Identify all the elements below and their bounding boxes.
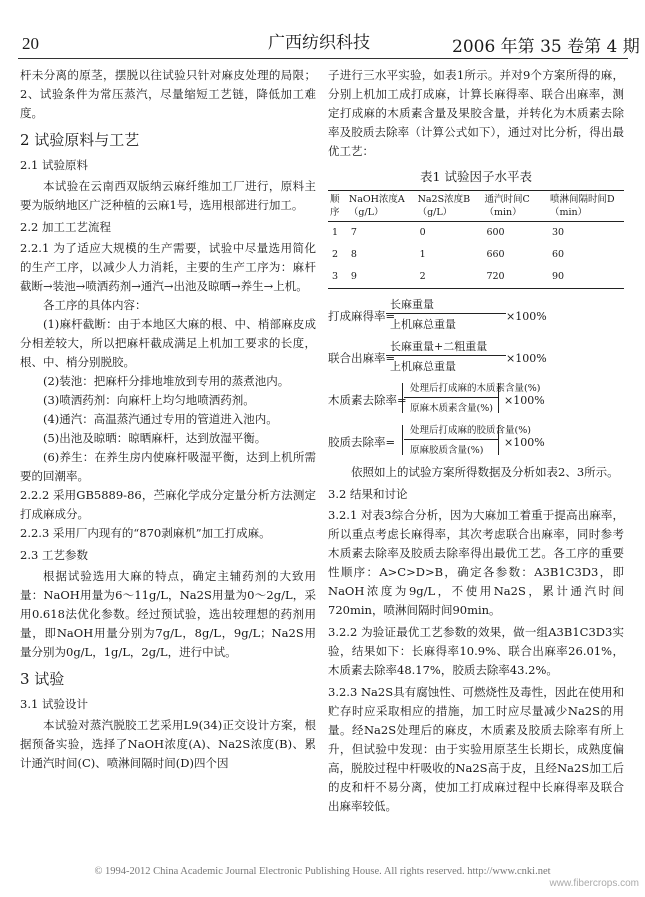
formula-label: 联合出麻率= [328, 351, 396, 365]
section-3-2-title: 3.2 结果和讨论 [328, 487, 408, 501]
table-cell: 720 [486, 271, 505, 282]
table-cell: 9 [350, 271, 357, 282]
fraction-bar [386, 313, 506, 314]
continued-paragraph: 子进行三水平实验，如表1所示。并对9个方案所得的麻，分别上机加工成打成麻，计算长麻得率、联合出麻率，测定打成麻的木质素含量及果胶含量，并转化为木质素去除率及胶质去除率（计算公式如下），通过对比分析，得出最优工艺： [328, 68, 624, 158]
step-4: (4)通汽：高温蒸汽通过专用的管道进入池内。 [43, 412, 278, 426]
table-header-cell: 通汽时间C（min） [484, 194, 530, 218]
step-1: (1)麻杆截断：由于本地区大麻的根、中、梢部麻皮成分相差较大，所以把麻杆截成满足上机加工要求的长度，根、中、梢分别脱胶。 [20, 317, 316, 369]
step-6: (6)养生：在养生房内使麻杆吸湿平衡，达到上机所需要的回潮率。 [20, 450, 316, 483]
fraction-bar [386, 355, 506, 356]
table-header-cell: Na2S浓度B（g/L） [417, 194, 471, 218]
factor-level-table [328, 190, 624, 289]
section-3-1-title: 3.1 试验设计 [20, 697, 88, 711]
steps-intro: 各工序的具体内容： [43, 298, 147, 312]
formula-multiplier: ×100% [504, 436, 545, 449]
bracket-right [494, 383, 499, 413]
section-3-2-2-body: 3.2.2 为验证最优工艺参数的效果，做一组A3B1C3D3实验，结果如下：长麻得率10.9%、联合出麻率26.01%，木质素去除率48.17%，胶质去除率43.2%。 [328, 625, 624, 677]
table-cell: 3 [332, 271, 339, 282]
bracket-right [494, 425, 499, 455]
section-3-2-3-body: 3.2.3 Na2S具有腐蚀性、可燃烧性及毒性，因此在使用和贮存时应采取相应的措施，加工时应尽量减少Na2S的用量。经Na2S处理后的麻皮，木质素及胶质去除率有所上升，但试验中发现：由于实验用原茎生长期长，成熟度偏高，脱胶过程中杆吸收的Na2S高于皮，且经Na2S加工后的皮和杆不易分离，使加工打成麻过程中长麻得率及联合出麻率较低。 [328, 685, 624, 813]
formula-lignin-removal [328, 379, 624, 419]
formula-denominator: 上机麻总重量 [390, 318, 456, 331]
header-rule [18, 58, 628, 59]
section-3-1-body: 本试验对蒸汽脱胶工艺采用L9(34)正交设计方案，根据预备实验，选择了NaOH浓度(A)、Na2S浓度(B)、累计通汽时间(C)、喷淋间隔时间(D)四个因 [20, 718, 316, 770]
formula-numerator: 长麻重量 [390, 298, 434, 311]
copyright-footer: © 1994-2012 China Academic Journal Electronic Publishing House. All rights reserved. http://www.cnki.net [94, 866, 551, 877]
formula-gum-removal [328, 421, 624, 461]
formula-numerator: 处理后打成麻的胶质含量(%) [410, 425, 531, 436]
section-2-3-title: 2.3 工艺参数 [20, 548, 88, 562]
page-header [0, 0, 645, 58]
table-cell: 90 [551, 271, 565, 282]
formula-label: 木质素去除率= [328, 393, 407, 407]
step-3: (3)喷洒药剂：向麻杆上均匀地喷洒药剂。 [43, 393, 255, 407]
formula-label: 胶质去除率= [328, 435, 396, 449]
formula-scutched-yield [328, 295, 624, 335]
table-row [328, 266, 624, 289]
section-3-title: 3 试验 [20, 670, 65, 688]
right-column [328, 66, 624, 816]
section-2-2-1-body: 2.2.1 为了适应大规模的生产需要，试验中尽量选用简化的生产工序，以减少人力消耗，主要的生产工序为：麻杆截断→装池→喷洒药剂→通汽→出池及晾晒→养生→上机。 [20, 241, 316, 293]
table-row [328, 222, 624, 245]
table-header-cell: 顺序 [330, 194, 340, 218]
formula-denominator: 原麻胶质含量(%) [410, 445, 484, 456]
formula-multiplier: ×100% [506, 310, 547, 323]
table-header-cell: 喷淋间隔时间D（min） [549, 194, 615, 218]
fraction-bar [404, 439, 498, 440]
after-formula-paragraph: 依照如上的试验方案所得数据及分析如表2、3所示。 [351, 465, 619, 479]
formula-numerator: 长麻重量+二粗重量 [390, 340, 488, 353]
formula-label: 打成麻得率= [328, 309, 396, 323]
section-2-2-title: 2.2 加工工艺流程 [20, 220, 111, 234]
table-cell: 60 [551, 249, 565, 260]
bracket-left [402, 383, 407, 413]
table-cell: 0 [419, 227, 426, 238]
table-cell: 7 [350, 227, 357, 238]
table-cell: 2 [332, 249, 339, 260]
table-cell: 600 [486, 227, 505, 238]
formula-combined-yield [328, 337, 624, 377]
section-2-2-3-body: 2.2.3 采用厂内现有的“870剥麻机”加工打成麻。 [20, 526, 271, 540]
formula-denominator: 上机麻总重量 [390, 360, 456, 373]
table-header-cell: NaOH浓度A（g/L） [348, 194, 405, 218]
table-cell: 2 [419, 271, 426, 282]
table-row [328, 244, 624, 266]
section-2-title: 2 试验原料与工艺 [20, 131, 140, 149]
table-header-row [328, 191, 624, 222]
section-2-2-2-body: 2.2.2 采用GB5889-86，苎麻化学成分定量分析方法测定打成麻成分。 [20, 488, 316, 521]
step-5: (5)出池及晾晒：晾晒麻杆，达到放湿平衡。 [43, 431, 267, 445]
formula-denominator: 原麻木质素含量(%) [410, 403, 493, 414]
table-caption: 表1 试验因子水平表 [420, 169, 532, 184]
section-2-1-title: 2.1 试验原料 [20, 158, 88, 172]
step-2: (2)装池：把麻杆分排地堆放到专用的蒸煮池内。 [43, 374, 290, 388]
intro-paragraph: 杆未分离的原茎，摆脱以往试验只针对麻皮处理的局限；2、试验条件为常压蒸汽，尽量缩短工艺链，降低加工难度。 [20, 68, 316, 120]
table-cell: 1 [419, 249, 426, 260]
section-2-1-body: 本试验在云南西双版纳云麻纤维加工厂进行，原料主要为版纳地区广泛种植的云麻1号，选用根部进行加工。 [20, 179, 316, 212]
table-cell: 30 [551, 227, 565, 238]
formula-multiplier: ×100% [504, 394, 545, 407]
table-cell: 660 [486, 249, 505, 260]
table-cell: 8 [350, 249, 357, 260]
journal-title: 广西纺织科技 [268, 33, 370, 53]
table-cell: 1 [332, 227, 339, 238]
formula-numerator: 处理后打成麻的木质素含量(%) [410, 383, 541, 394]
bracket-left [402, 425, 407, 455]
formula-multiplier: ×100% [506, 352, 547, 365]
issue-info: 2006 年第 35 卷第 4 期 [452, 37, 640, 57]
watermark: www.fibercrops.com [549, 878, 639, 889]
page-number: 20 [22, 34, 39, 53]
left-column [20, 66, 316, 773]
section-3-2-1-body: 3.2.1 对表3综合分析，因为大麻加工着重于提高出麻率，所以重点考虑长麻得率，其次考虑联合出麻率，同时参考木质素去除率及胶质去除率得出最优工艺。各工序的重要性顺序：A>C>D>B，确定各参数：A3B1C3D3，即NaOH浓度为9g/L，不使用Na2S，累计通汽时间720min，喷淋间隔时间90min。 [328, 508, 624, 617]
fraction-bar [404, 397, 498, 398]
section-2-3-body: 根据试验选用大麻的特点，确定主辅药剂的大致用量：NaOH用量为6～11g/L，Na2S用量为0～2g/L，采用0.618法优化参数。经过预试验，选出较理想的药剂用量，即NaOH用量分别为7g/L，8g/L，9g/L；Na2S用量分别为0g/L，1g/L，2g/L，进行中试。 [20, 569, 316, 659]
